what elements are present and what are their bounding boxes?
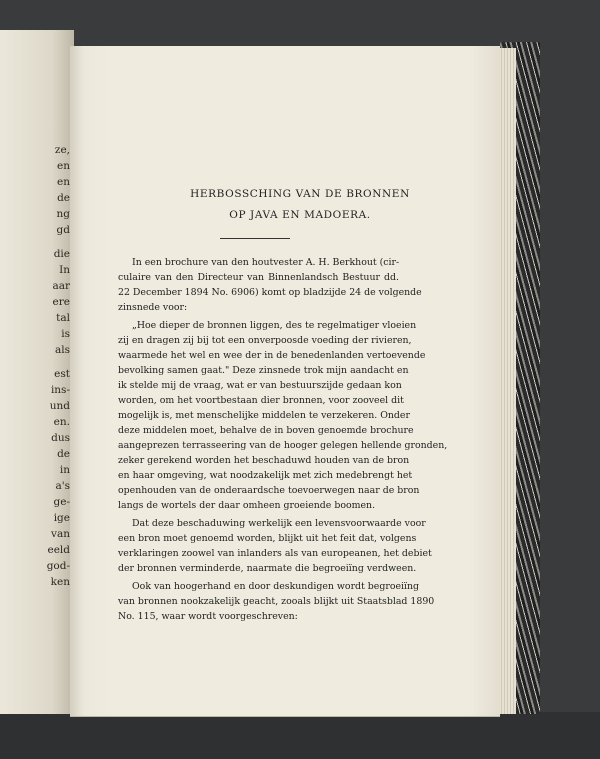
left-fragment: in [59,464,70,476]
left-fragment: de [57,192,70,204]
left-fragment: de [57,448,70,460]
left-fragment: god- [46,560,70,572]
left-fragment: als [54,344,70,356]
left-fragment: ze, [54,144,70,156]
left-fragment: die [53,248,70,260]
article-title-line-2: OP JAVA EN MADOERA. [229,209,371,221]
desk-background [0,712,600,759]
text-line: 22 December 1894 No. 6906) komt op bladzijde 24 de volgende [118,287,422,298]
text-line: worden, om het voortbestaan dier bronnen, voor zooveel dit [118,395,404,406]
left-fragment: ige [53,512,70,524]
text-line: zeker gerekend worden het beschaduwd houden van de bron [118,455,410,466]
text-line: culaire van den Directeur van Binnenlandsch Bestuur dd. [118,272,399,283]
text-line: Ook van hoogerhand en door deskundigen wordt begroeiïng [132,581,420,592]
left-fragment: aar [52,280,70,292]
text-line: ik stelde mij de vraag, wat er van bestuurszijde gedaan kon [118,380,402,391]
left-fragment: eeld [47,544,70,556]
text-line: Dat deze beschaduwing werkelijk een levensvoorwaarde voor [132,518,426,529]
text-line: In een brochure van den houtvester A. H. Berkhout (cir- [132,257,400,268]
left-fragment: en [57,176,70,188]
text-line: aangeprezen terrasseering van de hooger gelegen hellende gronden, [118,440,448,451]
text-line: langs de wortels der daar omheen groeiende boomen. [118,500,376,511]
text-line: mogelijk is, met menschelijke middelen te verzekeren. Onder [118,410,410,421]
left-fragment: is [61,328,70,340]
left-page [0,30,74,714]
text-line: „Hoe dieper de bronnen liggen, des te regelmatiger vloeien [132,320,417,331]
text-line: een bron moet genoemd worden, blijkt uit het feit dat, volgens [118,533,417,544]
title-divider [220,238,290,239]
left-fragment: In [59,264,70,276]
text-line: waarmede het wel en wee der in de benedenlanden vertoevende [118,350,426,361]
left-fragment: ken [50,576,70,588]
left-fragment: und [49,400,70,412]
text-line: zinsnede voor: [118,302,188,313]
text-line: zij en dragen zij bij tot een onverpoosde voeding der rivieren, [118,335,412,346]
left-fragment: van [51,528,70,540]
left-fragment: ge- [53,496,70,508]
text-line: der bronnen verminderde, naarmate die begroeiïng verdween. [118,563,417,574]
left-fragment: en [57,160,70,172]
left-fragment: tal [56,312,70,324]
article-title-line-1: HERBOSSCHING VAN DE BRONNEN [190,188,410,200]
text-line: openhouden van de onderaardsche toevoerwegen naar de bron [118,485,420,496]
left-fragment: ere [52,296,70,308]
left-fragment: dus [51,432,70,444]
left-fragment: ins- [50,384,70,396]
text-line: van bronnen nookzakelijk geacht, zooals blijkt uit Staatsblad 1890 [118,596,435,607]
left-fragment: en. [53,416,70,428]
left-fragment: ng [56,208,70,220]
text-line: bevolking samen gaat." Deze zinsnede trok mijn aandacht en [118,365,409,376]
left-fragment: a's [55,480,70,492]
left-fragment: est [54,368,70,380]
text-line: en haar omgeving, wat noodzakelijk met zich medebrengt het [118,470,413,481]
text-line: deze middelen moet, behalve de in boven genoemde brochure [118,425,414,436]
text-line: verklaringen zoowel van inlanders als van europeanen, het debiet [118,548,432,559]
text-line: No. 115, waar wordt voorgeschreven: [118,611,298,622]
left-fragment: gd [56,224,70,236]
